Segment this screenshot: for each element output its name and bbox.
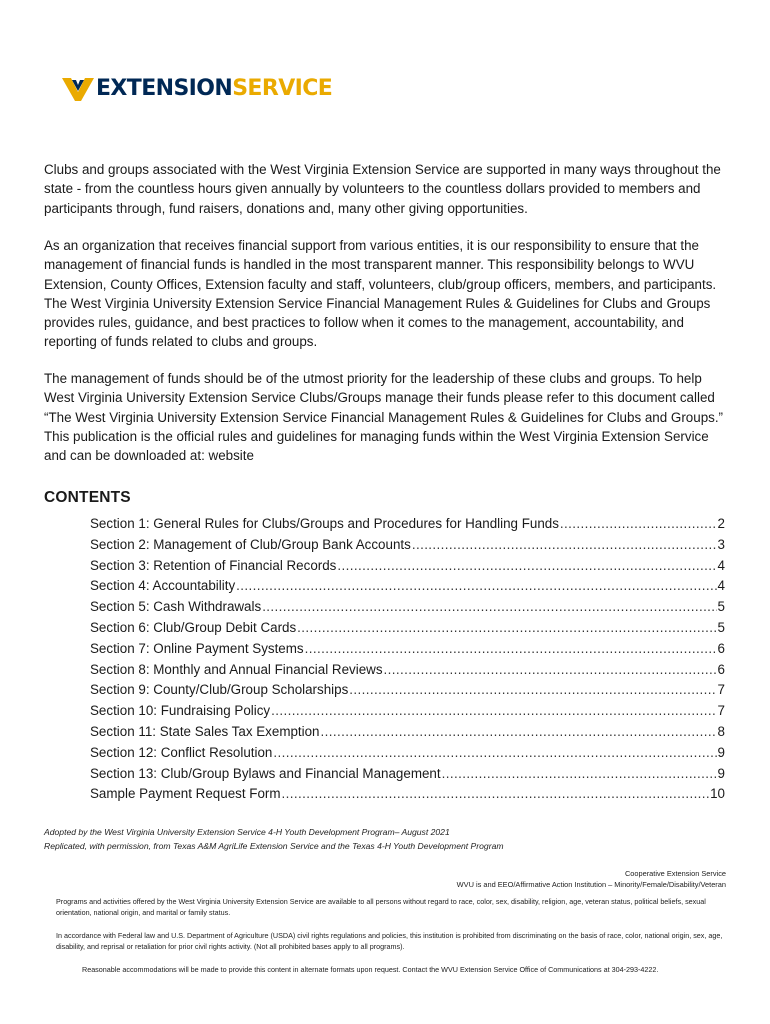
toc-leader: [442, 764, 717, 785]
toc-item[interactable]: [90, 743, 725, 764]
toc-item-page: 9: [717, 744, 725, 760]
toc-leader: [412, 535, 717, 556]
toc-leader: [271, 701, 716, 722]
adoption-credit: Adopted by the West Virginia University Extension Service 4-H Youth Development Program– August 2021: [44, 827, 450, 837]
management-paragraph: The management of funds should be of the utmost priority for the leadership of these clubs and groups. To help West Virginia University Extension Service Clubs/Groups manage their funds please refer to this document called “The West Virginia University Extension Service Financial Management Rules & Guidelines for Clubs and Groups.” This publication is the official rules and guidelines for managing funds within the West Virginia Extension Service and can be downloaded at: website: [44, 371, 724, 464]
toc-leader: [337, 556, 716, 577]
toc-item-page: 6: [717, 661, 725, 677]
toc-item-page: 4: [717, 557, 725, 573]
toc-leader: [349, 680, 716, 701]
toc-item[interactable]: [90, 535, 725, 556]
responsibility-paragraph: As an organization that receives financial support from various entities, it is our responsibility to ensure that the management of financial funds is handled in the most transparent manner. This responsibility belongs to WVU Extension, County Offices, Extension faculty and staff, volunteers, club/group officers, members, and participants. The West Virginia University Extension Service Financial Management Rules & Guidelines for Clubs and Groups provides rules, guidance, and best practices to follow when it comes to the management, accountability, and reporting of funds related to clubs and groups.: [44, 238, 717, 350]
logo-service-text: SERVICE: [232, 76, 333, 101]
toc-item-page: 6: [717, 640, 725, 656]
toc-item-page: 4: [717, 578, 725, 594]
replication-credit: Replicated, with permission, from Texas A&M AgriLife Extension Service and the Texas 4-H Youth Development Program: [44, 841, 504, 851]
toc-item[interactable]: [90, 701, 725, 722]
toc-item-page: 2: [717, 516, 725, 531]
toc-leader: [560, 514, 717, 535]
table-of-contents: [90, 514, 725, 805]
usda-civil-rights-statement: In accordance with Federal law and U.S. Department of Agriculture (USDA) civil rights regulations and policies, this institution is prohibited from discriminating on the basis of race, color, national origin, sex, age, disability, and reprisal or retaliation for prior civil rights activity. (Not all prohibited bases apply to all programs).: [56, 931, 723, 951]
toc-item-page: 7: [717, 703, 725, 719]
toc-item-page: 5: [717, 599, 725, 615]
toc-item[interactable]: [90, 784, 725, 805]
toc-leader: [262, 597, 716, 618]
extension-service-logo: [62, 76, 332, 102]
toc-item[interactable]: [90, 514, 725, 535]
toc-item-title: Section 8: Monthly and Annual Financial Reviews: [90, 661, 383, 677]
logo-extension-text: EXTENSION: [96, 76, 233, 101]
toc-item[interactable]: [90, 597, 725, 618]
cooperative-extension-label: Cooperative Extension Service: [624, 869, 726, 878]
toc-item[interactable]: [90, 556, 725, 577]
toc-item-title: Section 5: Cash Withdrawals: [90, 599, 262, 615]
toc-item-title: Section 4: Accountability: [90, 578, 236, 594]
toc-item-page: 9: [717, 765, 725, 781]
toc-item[interactable]: [90, 660, 725, 681]
toc-item[interactable]: [90, 722, 725, 743]
toc-item-page: 7: [717, 682, 725, 698]
toc-leader: [282, 784, 710, 805]
toc-item-title: Sample Payment Request Form: [90, 786, 281, 802]
wv-flying-wv-icon: [62, 76, 94, 102]
toc-item-title: Section 10: Fundraising Policy: [90, 703, 271, 719]
toc-item-title: Section 9: County/Club/Group Scholarships: [90, 682, 349, 698]
toc-item-title: Section 6: Club/Group Debit Cards: [90, 619, 297, 635]
toc-item-title: Section 13: Club/Group Bylaws and Financial Management: [90, 765, 441, 781]
toc-item-title: Section 11: State Sales Tax Exemption: [90, 723, 320, 739]
toc-item-title: Section 1: General Rules for Clubs/Groups and Procedures for Handling Funds: [90, 516, 559, 531]
toc-item[interactable]: [90, 576, 725, 597]
toc-leader: [236, 576, 716, 597]
toc-leader: [384, 660, 717, 681]
toc-leader: [305, 639, 717, 660]
toc-item-title: Section 2: Management of Club/Group Bank Accounts: [90, 536, 411, 552]
toc-leader: [321, 722, 717, 743]
toc-leader: [273, 743, 716, 764]
toc-item[interactable]: [90, 639, 725, 660]
eeo-statement: WVU is and EEO/Affirmative Action Institution – Minority/Female/Disability/Veteran: [456, 880, 726, 889]
intro-paragraph: Clubs and groups associated with the West Virginia Extension Service are supported in many ways throughout the state - from the countless hours given annually by volunteers to the countless dollars provided to members and participants through, fund raisers, donations and, many other giving opportunities.: [44, 162, 721, 216]
toc-leader: [297, 618, 716, 639]
toc-item-title: Section 12: Conflict Resolution: [90, 744, 273, 760]
toc-item-page: 10: [710, 786, 725, 802]
toc-item-title: Section 3: Retention of Financial Records: [90, 557, 337, 573]
contents-heading: CONTENTS: [44, 489, 131, 506]
logo-wordmark: [96, 78, 332, 100]
toc-item-title: Section 7: Online Payment Systems: [90, 640, 304, 656]
nondiscrimination-statement: Programs and activities offered by the West Virginia University Extension Service are available to all persons without regard to race, color, sex, disability, religion, age, veteran status, political beliefs, sexual orientation, national origin, and marital or family status.: [56, 897, 706, 917]
toc-item[interactable]: [90, 764, 725, 785]
toc-item[interactable]: [90, 618, 725, 639]
toc-item-page: 3: [717, 536, 725, 552]
toc-item-page: 8: [717, 723, 725, 739]
accommodations-statement: Reasonable accommodations will be made to provide this content in alternate formats upon request. Contact the WVU Extension Service Office of Communications at 304-293-4222.: [82, 965, 659, 974]
toc-item-page: 5: [717, 619, 725, 635]
toc-item[interactable]: [90, 680, 725, 701]
